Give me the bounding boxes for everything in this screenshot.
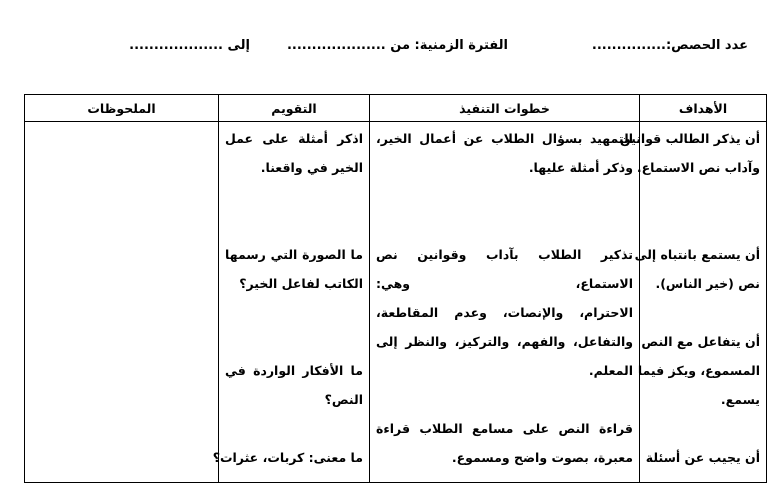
objective-line (640, 298, 766, 327)
evaluation-line: الخير في واقعنا. (260, 160, 363, 175)
evaluation-line: الكاتب لفاعل الخير؟ (239, 276, 363, 291)
objectives-cell (619, 122, 767, 483)
objective-line: المسموع، ويكز فيما (637, 363, 760, 378)
lesson-plan-table (24, 94, 767, 483)
evaluation-line (219, 414, 369, 443)
time-period-to: إلى ................... (129, 38, 250, 53)
evaluation-line: ما معنى: كربات، عثرات؟ (212, 450, 363, 465)
objective-line: أن يتفاعل مع النص (641, 334, 760, 349)
evaluation-line: اذكر أمثلة على عمل (225, 131, 363, 146)
objective-line: أن يجيب عن أسئلة (645, 450, 760, 465)
step-line: وذكر أمثلة عليها. (528, 160, 633, 175)
steps-cell (370, 122, 640, 483)
evaluation-header: التقويم (219, 95, 370, 122)
step-line: التمهيد بسؤال الطلاب عن أعمال الخير، (376, 131, 633, 146)
objective-line: أن يستمع بانتباه إلى (634, 247, 760, 262)
evaluation-line (219, 211, 369, 240)
evaluation-line (219, 182, 369, 211)
table-row (25, 122, 767, 483)
notes-header: الملحوظات (25, 95, 219, 122)
step-line: الاستماع، وهي: (376, 276, 633, 291)
objectives-header: الأهداف (640, 95, 767, 122)
step-line: معبرة، بصوت واضح ومسموع. (451, 450, 633, 465)
evaluation-cell (212, 122, 370, 483)
step-line (370, 182, 639, 211)
notes-cell (25, 122, 219, 483)
step-line (370, 385, 639, 414)
evaluation-line (219, 298, 369, 327)
step-line: الاحترام، والإنصات، وعدم المقاطعة، (376, 305, 633, 320)
steps-header: خطوات التنفيذ (370, 95, 640, 122)
step-line: تذكير الطلاب بآداب وقوانين نص (376, 247, 633, 262)
step-line: قراءة النص على مسامع الطلاب قراءة (376, 421, 633, 436)
table-header-row (25, 95, 767, 122)
lesson-header (0, 38, 780, 62)
objective-line: أن يذكر الطالب قوانين (619, 131, 760, 146)
objective-line: وآداب نص الاستماع. (636, 160, 760, 175)
evaluation-line: ما الصورة التي رسمها (225, 247, 363, 262)
evaluation-line (219, 327, 369, 356)
objective-line (640, 211, 766, 240)
evaluation-line: النص؟ (324, 392, 363, 407)
step-line: المعلم. (588, 363, 633, 378)
sessions-count: عدد الحصص:............... (591, 38, 748, 53)
time-period-from: الفترة الزمنية: من .................... (286, 38, 508, 53)
step-line (370, 211, 639, 240)
objective-line (640, 182, 766, 211)
objective-line: نص (خير الناس). (655, 276, 760, 291)
objective-line (640, 414, 766, 443)
step-line: والتفاعل، والفهم، والتركيز، والنظر إلى (376, 334, 633, 349)
objective-line: يسمع. (720, 392, 760, 407)
evaluation-line: ما الأفكار الواردة في (225, 363, 363, 378)
